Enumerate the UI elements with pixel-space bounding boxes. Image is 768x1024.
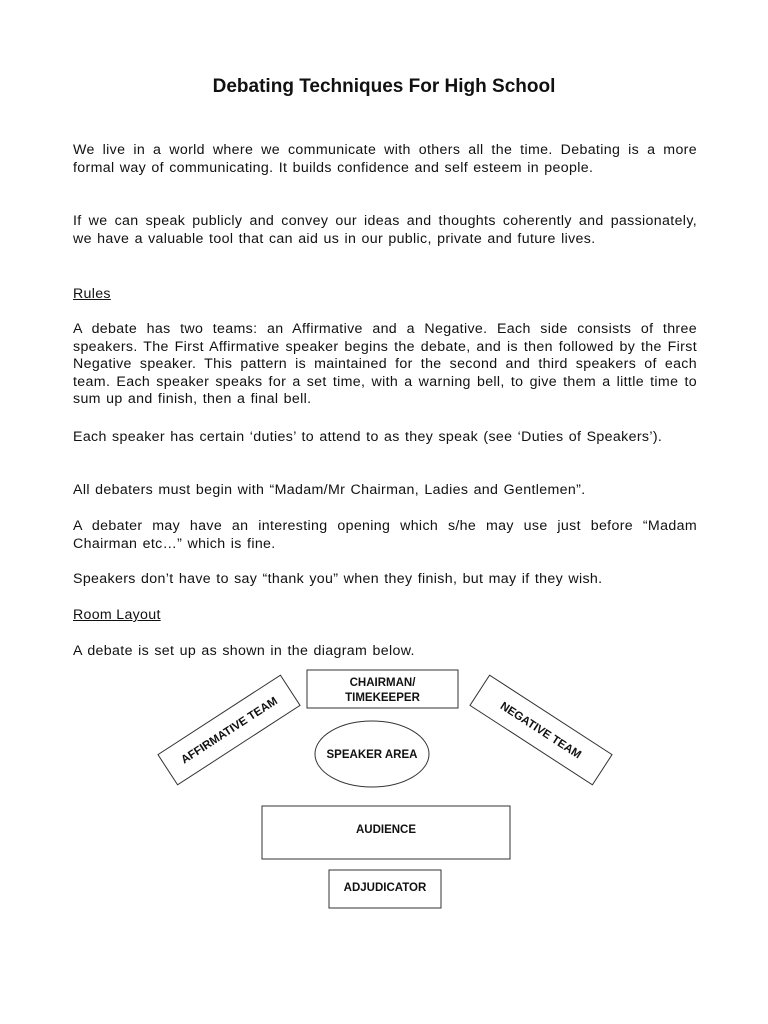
chairman-box bbox=[307, 670, 458, 708]
rules-paragraph-1: A debate has two teams: an Affirmative and a Negative. Each side consists of three speakers. The First Affirmative speaker begins the debate, and is then followed by the First Negative speaker. This pattern is maintained for the second and third speakers of each team. Each speaker speaks for a set time, with a warning bell, to give them a little time to sum up and finish, then a final bell. bbox=[73, 321, 697, 408]
rules-paragraph-3: All debaters must begin with “Madam/Mr Chairman, Ladies and Gentlemen”. bbox=[73, 482, 586, 498]
speaker-area-label: SPEAKER AREA bbox=[326, 749, 418, 761]
adjudicator-box bbox=[329, 870, 441, 908]
room-layout-paragraph: A debate is set up as shown in the diagram below. bbox=[73, 643, 415, 659]
affirmative-team-label: AFFIRMATIVE TEAM bbox=[179, 695, 280, 767]
affirmative-team-box bbox=[158, 675, 300, 785]
negative-team-box bbox=[470, 675, 612, 785]
document-title: Debating Techniques For High School bbox=[212, 76, 556, 97]
adjudicator-label: ADJUDICATOR bbox=[343, 882, 427, 894]
rules-paragraph-4: A debater may have an interesting opening which s/he may use just before “Madam Chairman etc…” which is fine. bbox=[73, 518, 697, 552]
chairman-label-line1: CHAIRMAN/ bbox=[349, 677, 416, 689]
rules-paragraph-2: Each speaker has certain ‘duties’ to attend to as they speak (see ‘Duties of Speakers’). bbox=[73, 429, 663, 445]
rules-paragraph-5: Speakers don’t have to say “thank you” when they finish, but may if they wish. bbox=[73, 571, 603, 587]
intro-paragraph-2: If we can speak publicly and convey our ideas and thoughts coherently and passionately, we have a valuable tool that can aid us in our public, private and future lives. bbox=[73, 213, 697, 247]
audience-label: AUDIENCE bbox=[355, 824, 417, 836]
intro-paragraph-1: We live in a world where we communicate with others all the time. Debating is a more formal way of communicating. It builds confidence and self esteem in people. bbox=[73, 142, 697, 176]
audience-box bbox=[262, 806, 510, 859]
room-layout-diagram bbox=[0, 662, 768, 922]
rules-heading: Rules bbox=[73, 286, 111, 302]
room-layout-heading: Room Layout bbox=[73, 607, 161, 623]
negative-team-label: NEGATIVE TEAM bbox=[497, 700, 584, 762]
chairman-label-line2: TIMEKEEPER bbox=[345, 692, 420, 704]
speaker-area bbox=[315, 721, 429, 787]
